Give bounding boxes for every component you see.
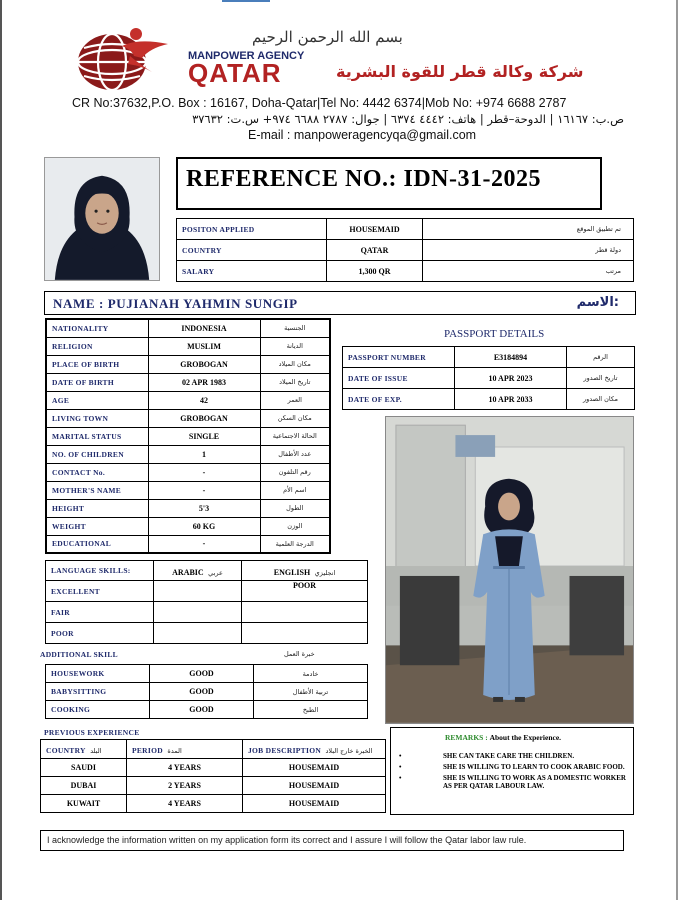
portrait-photo xyxy=(44,157,160,281)
experience-country: SAUDI xyxy=(41,759,127,777)
personal-label: RELIGION xyxy=(46,337,148,355)
level-poor: POOR xyxy=(46,623,154,644)
table-row xyxy=(46,581,368,602)
passport-number-value: E3184894 xyxy=(455,347,567,368)
personal-label: LIVING TOWN xyxy=(46,409,148,427)
english-level: POOR xyxy=(242,581,368,602)
table-row xyxy=(46,561,368,581)
list-item: • SHE IS WILLING TO LEARN TO COOK ARABIC FOOD. xyxy=(399,763,625,771)
table-row xyxy=(46,481,330,499)
personal-ar: اسم الأم xyxy=(260,481,330,499)
personal-value: - xyxy=(148,535,260,553)
personal-label: AGE xyxy=(46,391,148,409)
personal-value: INDONESIA xyxy=(148,319,260,337)
arabic-header: ARABIC عربي xyxy=(154,561,242,581)
personal-ar: رقم التلفون xyxy=(260,463,330,481)
personal-label: PLACE OF BIRTH xyxy=(46,355,148,373)
experience-period: 4 YEARS xyxy=(127,795,243,813)
arabic-excellent-cell xyxy=(154,581,242,602)
cooking-value: GOOD xyxy=(150,701,254,719)
table-row xyxy=(46,517,330,535)
personal-label: DATE OF BIRTH xyxy=(46,373,148,391)
position-arabic: تم تطبيق الموقع xyxy=(423,219,634,240)
reference-box xyxy=(176,157,602,210)
table-row xyxy=(177,219,634,240)
table-row xyxy=(46,409,330,427)
cooking-label: COOKING xyxy=(46,701,150,719)
contact-line-english: CR No:37632,P.O. Box : 16167, Doha-Qatar|Tel No: 4442 6374|Mob No: +974 6688 2787 xyxy=(72,96,567,110)
table-row xyxy=(46,391,330,409)
personal-value: - xyxy=(148,481,260,499)
list-item: • SHE CAN TAKE CARE THE CHILDREN. xyxy=(399,752,575,760)
table-row xyxy=(46,355,330,373)
personal-label: WEIGHT xyxy=(46,517,148,535)
job-column-header: JOB DESCRIPTION الخبرة خارج البلاد xyxy=(243,740,386,759)
experience-job: HOUSEMAID xyxy=(243,759,386,777)
table-row xyxy=(343,347,635,368)
experience-table xyxy=(40,739,386,813)
bismillah-text: بسم الله الرحمن الرحيم xyxy=(252,28,403,46)
personal-label: NO. OF CHILDREN xyxy=(46,445,148,463)
acknowledgement-box xyxy=(40,830,624,851)
experience-period: 2 YEARS xyxy=(127,777,243,795)
personal-value: MUSLIM xyxy=(148,337,260,355)
level-excellent: EXCELLENT xyxy=(46,581,154,602)
agency-logo-icon xyxy=(72,26,180,94)
table-row xyxy=(46,427,330,445)
table-row xyxy=(46,499,330,517)
personal-label: CONTACT No. xyxy=(46,463,148,481)
agency-name-big: QATAR xyxy=(188,58,282,88)
personal-ar: مكان السكن xyxy=(260,409,330,427)
personal-label: MARITAL STATUS xyxy=(46,427,148,445)
passport-number-arabic: الرقم xyxy=(567,347,635,368)
reference-number: REFERENCE NO.: IDN-31-2025 xyxy=(186,166,541,192)
expiry-date-label: DATE OF EXP. xyxy=(343,389,455,410)
arabic-fair-cell xyxy=(154,602,242,623)
issue-date-arabic: تاريخ الصدور xyxy=(567,368,635,389)
expiry-date-arabic: مكان الصدور xyxy=(567,389,635,410)
personal-value: 02 APR 1983 xyxy=(148,373,260,391)
table-row xyxy=(46,319,330,337)
remarks-box xyxy=(390,727,634,815)
personal-label: EDUCATIONAL xyxy=(46,535,148,553)
country-arabic: دولة قطر xyxy=(423,240,634,261)
english-header: ENGLISH انجليزي xyxy=(242,561,368,581)
experience-country: KUWAIT xyxy=(41,795,127,813)
personal-value: 42 xyxy=(148,391,260,409)
experience-period: 4 YEARS xyxy=(127,759,243,777)
experience-country: DUBAI xyxy=(41,777,127,795)
country-column-header: COUNTRY البلد xyxy=(41,740,127,759)
table-row xyxy=(46,463,330,481)
personal-ar: مكان الميلاد xyxy=(260,355,330,373)
personal-ar: الدرجة العلمية xyxy=(260,535,330,553)
personal-value: 60 KG xyxy=(148,517,260,535)
personal-value: 5'3 xyxy=(148,499,260,517)
name-arabic-label: الاسم: xyxy=(576,295,619,310)
housework-arabic: خادمة xyxy=(254,665,368,683)
personal-ar: الديانة xyxy=(260,337,330,355)
table-row xyxy=(46,665,368,683)
personal-details-table xyxy=(45,318,331,554)
personal-ar: العمر xyxy=(260,391,330,409)
position-table xyxy=(176,218,634,282)
table-row xyxy=(46,445,330,463)
table-row xyxy=(343,389,635,410)
table-row xyxy=(41,759,386,777)
contact-line-arabic: ص.ب: ١٦١٦٧ | الدوحة–قطر | هاتف: ٤٤٤٢ ٦٣٧٤ | جوال: ٢٧٨٧ ٦٦٨٨ ٩٧٤+ س.ت: ٣٧٦٣٢ xyxy=(192,112,624,126)
table-row xyxy=(41,740,386,759)
agency-name-small: MANPOWER AGENCY xyxy=(188,50,305,62)
passport-table xyxy=(342,346,635,410)
name-bar xyxy=(44,291,636,315)
expiry-date-value: 10 APR 2033 xyxy=(455,389,567,410)
position-label: POSITON APPLIED xyxy=(177,219,327,240)
english-fair-cell xyxy=(242,602,368,623)
personal-ar: الطول xyxy=(260,499,330,517)
table-row xyxy=(343,368,635,389)
personal-value: 1 xyxy=(148,445,260,463)
top-accent-bar xyxy=(222,0,270,2)
personal-value: - xyxy=(148,463,260,481)
country-value: QATAR xyxy=(327,240,423,261)
additional-skill-table xyxy=(45,664,368,719)
babysitting-arabic: تربية الأطفال xyxy=(254,683,368,701)
salary-value: 1,300 QR xyxy=(327,261,423,282)
english-poor-cell xyxy=(242,623,368,644)
cooking-arabic: الطبخ xyxy=(254,701,368,719)
table-row xyxy=(46,683,368,701)
level-fair: FAIR xyxy=(46,602,154,623)
personal-ar: الجنسية xyxy=(260,319,330,337)
table-row xyxy=(41,795,386,813)
language-skills-table xyxy=(45,560,368,644)
table-row xyxy=(46,602,368,623)
personal-ar: تاريخ الميلاد xyxy=(260,373,330,391)
issue-date-value: 10 APR 2023 xyxy=(455,368,567,389)
remarks-list xyxy=(399,752,627,790)
full-body-photo xyxy=(385,416,634,724)
country-label: COUNTRY xyxy=(177,240,327,261)
agency-name-arabic: شركة وكالة قطر للقوة البشرية xyxy=(336,62,584,81)
additional-skill-title: ADDITIONAL SKILL xyxy=(40,650,118,659)
table-row xyxy=(46,535,330,553)
table-row xyxy=(46,337,330,355)
table-row xyxy=(46,623,368,644)
arabic-poor-cell xyxy=(154,623,242,644)
additional-skill-arabic: خبرة العمل xyxy=(284,650,315,658)
personal-ar: الحالة الاجتماعية xyxy=(260,427,330,445)
period-column-header: PERIOD المدة xyxy=(127,740,243,759)
salary-label: SALARY xyxy=(177,261,327,282)
table-row xyxy=(177,261,634,282)
personal-value: GROBOGAN xyxy=(148,409,260,427)
issue-date-label: DATE OF ISSUE xyxy=(343,368,455,389)
remarks-heading: REMARKS : About the Experience. xyxy=(445,733,562,742)
passport-title: PASSPORT DETAILS xyxy=(444,328,545,340)
personal-ar: عدد الأطفال xyxy=(260,445,330,463)
personal-label: HEIGHT xyxy=(46,499,148,517)
language-skills-header: LANGUAGE SKILLS: xyxy=(46,561,154,581)
personal-label: MOTHER'S NAME xyxy=(46,481,148,499)
acknowledgement-text: I acknowledge the information written on my application form its correct and I assure I will follow the Qatar labor law rule. xyxy=(47,835,527,845)
previous-experience-title: PREVIOUS EXPERIENCE xyxy=(44,728,140,737)
personal-value: GROBOGAN xyxy=(148,355,260,373)
housework-value: GOOD xyxy=(150,665,254,683)
table-row xyxy=(177,240,634,261)
experience-job: HOUSEMAID xyxy=(243,777,386,795)
personal-value: SINGLE xyxy=(148,427,260,445)
position-value: HOUSEMAID xyxy=(327,219,423,240)
personal-ar: الوزن xyxy=(260,517,330,535)
passport-number-label: PASSPORT NUMBER xyxy=(343,347,455,368)
table-row xyxy=(41,777,386,795)
email-line: E-mail : manpoweragencyqa@gmail.com xyxy=(248,128,477,142)
salary-arabic: مرتب xyxy=(423,261,634,282)
applicant-name: NAME : PUJIANAH YAHMIN SUNGIP xyxy=(53,296,298,311)
personal-label: NATIONALITY xyxy=(46,319,148,337)
housework-label: HOUSEWORK xyxy=(46,665,150,683)
table-row xyxy=(46,701,368,719)
list-item: • SHE IS WILLING TO WORK AS A DOMESTIC WORKER AS PER QATAR LABOUR LAW. xyxy=(399,774,626,790)
babysitting-label: BABYSITTING xyxy=(46,683,150,701)
table-row xyxy=(46,373,330,391)
experience-job: HOUSEMAID xyxy=(243,795,386,813)
babysitting-value: GOOD xyxy=(150,683,254,701)
